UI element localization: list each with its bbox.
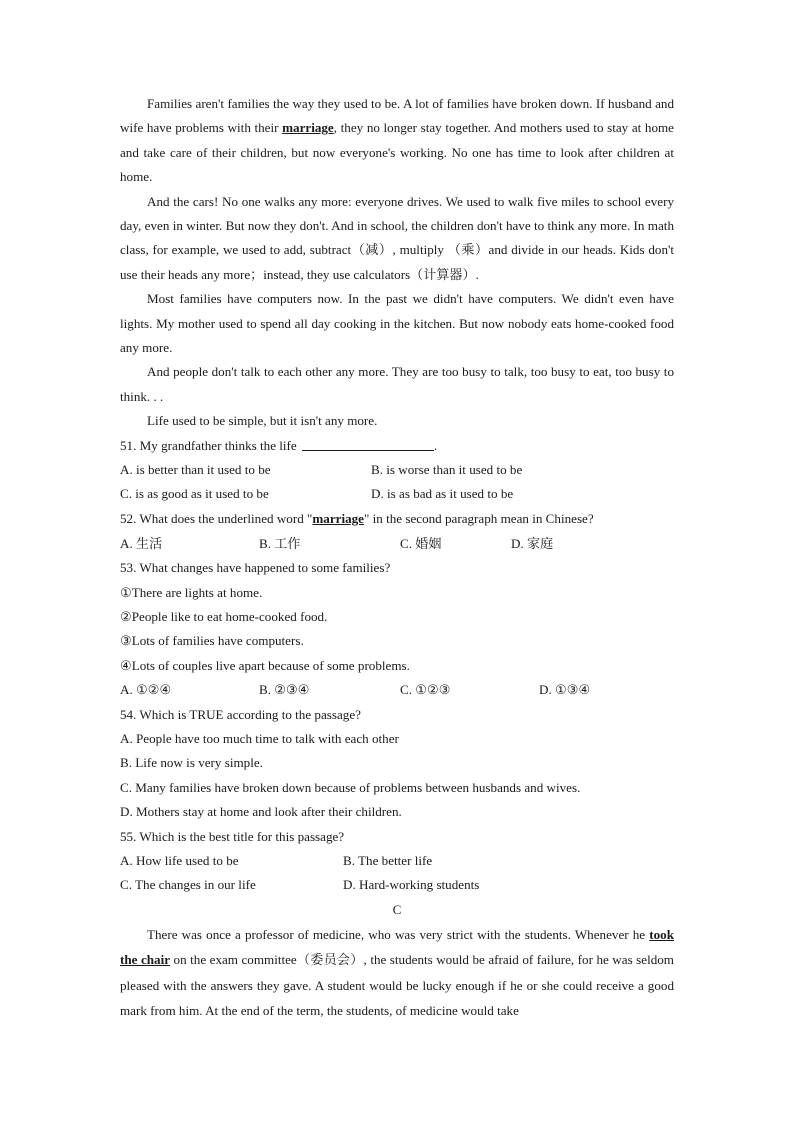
question-51-options-row-1 [120,458,674,482]
option-c: C. 婚姻 [400,536,442,552]
option-a: A. People have too much time to talk with each other [120,730,399,746]
paragraph-5: Life used to be simple, but it isn't any more. [147,413,378,429]
statement-2: ②People like to eat home-cooked food. [120,609,328,625]
paragraph-1: Families aren't families the way they used to be. A lot of families have broken down. If husband and wife have problems with their marriage, they no longer stay together. And mothers used to stay at home and take care of their children, but now everyone's working. No one has time to look after children at home. [120,96,674,185]
option-a: A. 生活 [120,536,163,552]
paragraph-2: And the cars! No one walks any more: everyone drives. We used to walk five miles to school every day, even in winter. But now they don't. And in school, the children don't have to think any more. In math class, for example, we used to add, subtract（减）, multiply （乘）and divide in our heads. Kids don't use their heads any more；instead, they use calculators（计算器）. [120,193,674,282]
question-53-options [120,678,674,702]
underlined-word-marriage: marriage [282,120,334,136]
option-d: D. Mothers stay at home and look after their children. [120,804,402,820]
question-55-stem: 55. Which is the best title for this passage? [120,828,345,844]
question-55-options-row-2 [120,873,674,897]
statement-3: ③Lots of families have computers. [120,633,304,649]
underlined-phrase-took-the-chair: took the chair [120,927,674,968]
statement-4: ④Lots of couples live apart because of some problems. [120,657,410,673]
option-b: B. The better life [343,852,433,868]
option-b: B. ②③④ [259,682,310,698]
question-55-options-row-1 [120,849,674,873]
option-a: A. is better than it used to be [120,462,271,478]
paragraph-3: Most families have computers now. In the past we didn't have computers. We didn't even have lights. My mother used to spend all day cooking in the kitchen. But now nobody eats home-cooked food any more. [120,291,674,356]
question-51-stem: 51. My grandfather thinks the life . [120,437,438,453]
option-d: D. ①③④ [539,682,591,698]
reading-section [120,92,674,1023]
section-heading: C [392,901,402,917]
option-a: A. ①②④ [120,682,172,698]
option-c: C. ①②③ [400,682,451,698]
option-c: C. is as good as it used to be [120,486,269,502]
option-b: B. is worse than it used to be [371,462,523,478]
answer-blank [302,436,434,451]
option-b: B. Life now is very simple. [120,755,263,771]
paragraph-4: And people don't talk to each other any more. They are too busy to talk, too busy to eat, too busy to think. . . [120,364,674,404]
question-54-stem: 54. Which is TRUE according to the passage? [120,706,361,722]
question-53-stem: 53. What changes have happened to some families? [120,560,391,576]
option-c: C. Many families have broken down because of problems between husbands and wives. [120,779,581,795]
section-c-paragraph: There was once a professor of medicine, who was very strict with the students. Whenever he took the chair on the exam committee（委员会）, the students would be afraid of failure, for he was seldom pleased with the answers they gave. A student would be lucky enough if he or she could receive a good mark from him. At the end of the term, the students, of medicine would take [120,927,674,1018]
option-a: A. How life used to be [120,852,239,868]
option-d: D. Hard-working students [343,877,480,893]
option-c: C. The changes in our life [120,877,256,893]
option-d: D. is as bad as it used to be [371,486,514,502]
question-52-options [120,531,674,556]
question-52-stem: 52. What does the underlined word "marriage" in the second paragraph mean in Chinese? [120,510,594,526]
question-51-options-row-2 [120,482,674,506]
underlined-word: marriage [312,510,364,526]
option-d: D. 家庭 [511,536,554,552]
option-b: B. 工作 [259,536,301,552]
statement-1: ①There are lights at home. [120,584,263,600]
